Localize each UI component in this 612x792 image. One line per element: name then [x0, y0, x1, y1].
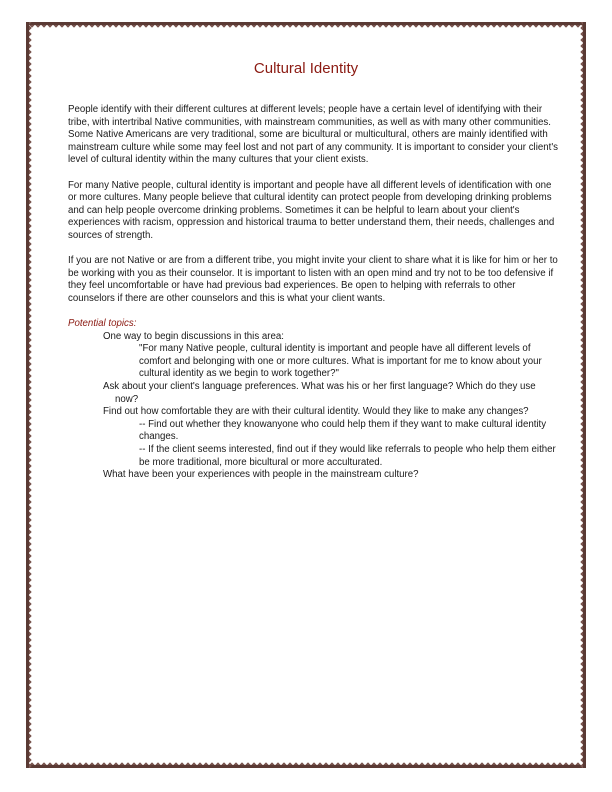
border-top: [26, 22, 586, 31]
border-left: [26, 22, 35, 768]
topic-language: Ask about your client's language preferences. What was his or her first language? Which do they use now?: [103, 381, 536, 405]
topic-quote: "For many Native people, cultural identity is important and people have all different levels of comfort and belonging with one or more cultures. What is important for me to know about your cultural identity as we begin to work together?": [139, 343, 542, 380]
page-title: Cultural Identity: [253, 60, 359, 77]
document-body: [68, 104, 560, 482]
paragraph-non-native-counselor: If you are not Native or are from a different tribe, you might invite your client to share what it is like for him or her to be working with you as their counselor. It is important to listen with an open mind and try not to be too defensive if they feel uncomfortable or have had previous bad experiences. Be open to helping with referrals to other counselors if there are other counselors and this is what your client wants.: [68, 255, 558, 304]
potential-topics: [68, 318, 560, 482]
topic-comfort: Find out how comfortable they are with their cultural identity. Would they like to make any changes?: [103, 406, 529, 418]
topic-intro: One way to begin discussions in this area:: [103, 330, 284, 342]
topic-mainstream-experiences: What have been your experiences with people in the mainstream culture?: [103, 469, 419, 481]
border-right: [577, 22, 586, 768]
topic-sub-referrals: -- If the client seems interested, find out if they would like referrals to people who help them either be more traditional, more bicultural or more acculturated.: [139, 444, 556, 468]
border-bottom: [26, 759, 586, 768]
topic-sub-find-helpers: -- Find out whether they knowanyone who could help them if they want to make cultural identity changes.: [139, 418, 547, 443]
topics-heading: Potential topics:: [68, 318, 137, 330]
paragraph-native-identity: For many Native people, cultural identity is important and people have all different levels of identification with one or more cultures. Many people believe that cultural identity can protect people from developing drinking problems and can help people overcome drinking problems. Sometimes it can be helpful to learn about your client's experiences with racism, oppression and historical trauma to better understand them, their needs, challenges and sources of strength.: [68, 179, 555, 241]
paragraph-levels-of-identity: People identify with their different cultures at different levels; people have a certain level of identifying with their tribe, with intertribal Native communities, with mainstream communities, as well as with many other communities. Some Native Americans are very traditional, some are bicultural or multicultural, others are mainly identified with mainstream culture while some may feel lost and not part of any community. It is important to consider your client's level of cultural identity within the many cultures that your client exists.: [68, 104, 559, 166]
